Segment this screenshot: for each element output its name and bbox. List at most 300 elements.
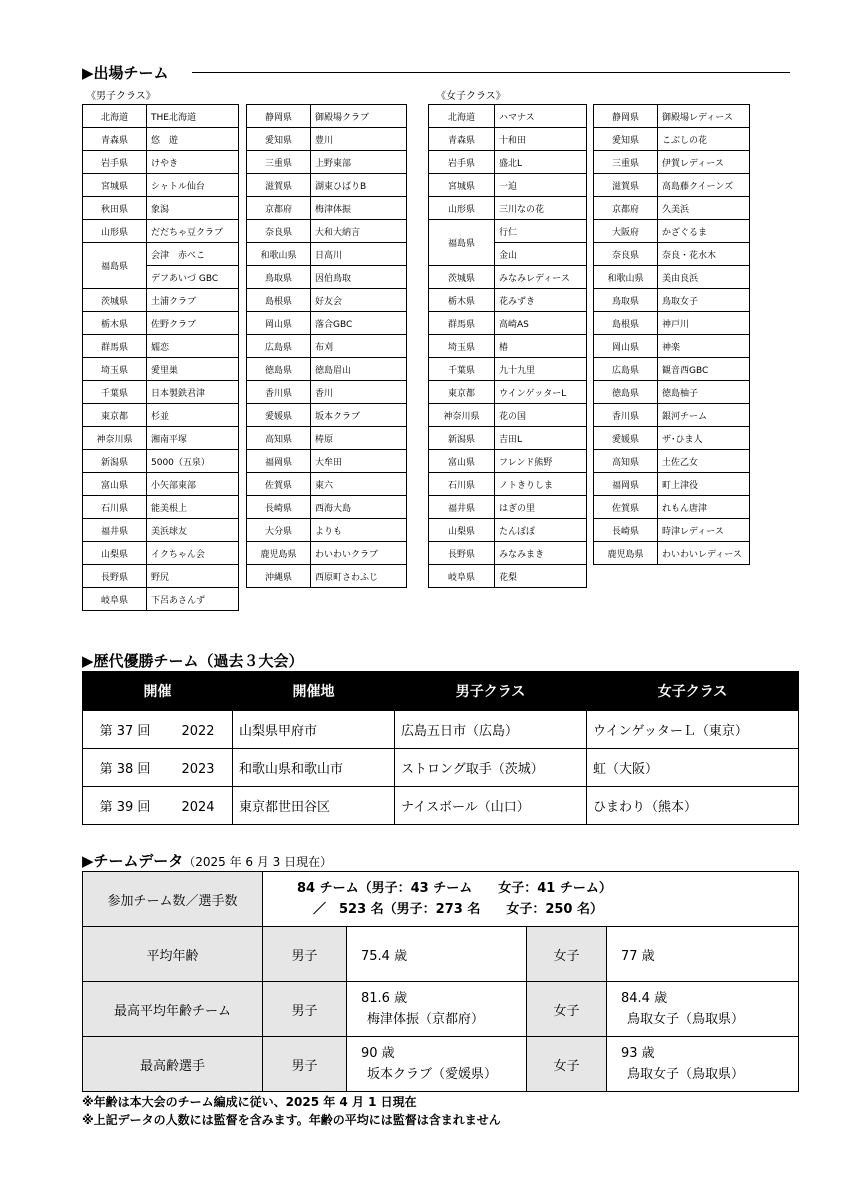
team-row — [429, 565, 587, 588]
prefecture-cell: 和歌山県 — [247, 243, 311, 266]
prefecture-cell: 香川県 — [247, 381, 311, 404]
prefecture-cell: 滋賀県 — [247, 174, 311, 197]
oldest-team-men-label: 男子 — [263, 982, 347, 1037]
prefecture-cell: 福島県 — [429, 220, 495, 266]
data-section-title — [82, 850, 332, 871]
team-name-cell: みなみレディース — [495, 266, 587, 289]
history-women-cell: ひまわり（熊本） — [587, 787, 799, 825]
team-name-cell: 椿 — [495, 335, 587, 358]
team-name-cell: こぶしの花 — [658, 128, 750, 151]
team-row — [594, 335, 750, 358]
team-row — [594, 404, 750, 427]
participants-value — [263, 872, 799, 927]
team-row — [247, 312, 407, 335]
prefecture-cell: 山形県 — [83, 220, 147, 243]
prefecture-cell: 静岡県 — [594, 105, 658, 128]
prefecture-cell: 岐阜県 — [429, 565, 495, 588]
team-row — [83, 335, 239, 358]
history-round: 第 37 回 — [99, 724, 151, 739]
team-row — [83, 197, 239, 220]
team-row — [83, 289, 239, 312]
prefecture-cell: 千葉県 — [429, 358, 495, 381]
note-manager: ※上記データの人数には監督を含みます。年齢の平均には監督は含まれません — [82, 1113, 501, 1127]
team-name-cell: みなみまき — [495, 542, 587, 565]
prefecture-cell: 香川県 — [594, 404, 658, 427]
team-row — [594, 197, 750, 220]
history-men-cell: 広島五日市（広島） — [395, 711, 587, 749]
team-name-cell: シャトル仙台 — [147, 174, 239, 197]
team-name-cell: 会津 赤べこ — [147, 243, 239, 266]
history-year: 2023 — [181, 762, 215, 777]
team-row — [594, 289, 750, 312]
prefecture-cell: 北海道 — [429, 105, 495, 128]
avg-age-women: 77 歳 — [607, 927, 799, 982]
oldest-player-label: 最高齢選手 — [83, 1037, 263, 1092]
team-row — [83, 128, 239, 151]
prefecture-cell: 埼玉県 — [429, 335, 495, 358]
team-name-cell: 5000（五泉） — [147, 450, 239, 473]
team-name-cell: 高島藤クイーンズ — [658, 174, 750, 197]
prefecture-cell: 岡山県 — [594, 335, 658, 358]
team-name-cell: 美浜球友 — [147, 519, 239, 542]
history-table — [82, 671, 799, 825]
history-row — [83, 711, 799, 749]
team-name-cell: 落合GBC — [311, 312, 407, 335]
team-row — [429, 335, 587, 358]
team-row — [83, 496, 239, 519]
prefecture-cell: 長野県 — [429, 542, 495, 565]
team-name-cell: れもん唐津 — [658, 496, 750, 519]
history-men-cell: ストロング取手（茨城） — [395, 749, 587, 787]
women-teams-table-left — [428, 104, 587, 588]
team-row — [247, 519, 407, 542]
team-name-cell: 西海大島 — [311, 496, 407, 519]
team-row — [247, 565, 407, 588]
team-name-cell: たんぽぽ — [495, 519, 587, 542]
team-name-cell: 高崎AS — [495, 312, 587, 335]
team-name-cell: はぎの里 — [495, 496, 587, 519]
prefecture-cell: 秋田県 — [83, 197, 147, 220]
team-name-cell: ウインゲッターL — [495, 381, 587, 404]
team-name-cell: 野尻 — [147, 565, 239, 588]
oldest-team-men — [347, 982, 527, 1037]
team-name-cell: 上野東部 — [311, 151, 407, 174]
prefecture-cell: 島根県 — [594, 312, 658, 335]
team-row — [429, 519, 587, 542]
prefecture-cell: 北海道 — [83, 105, 147, 128]
team-name-cell: 西原町さわふじ — [311, 565, 407, 588]
prefecture-cell: 山形県 — [429, 197, 495, 220]
prefecture-cell: 青森県 — [83, 128, 147, 151]
prefecture-cell: 鹿児島県 — [247, 542, 311, 565]
team-name-cell: 久美浜 — [658, 197, 750, 220]
prefecture-cell: 佐賀県 — [247, 473, 311, 496]
team-name-cell: 町上津役 — [658, 473, 750, 496]
history-women-cell: 虹（大阪） — [587, 749, 799, 787]
prefecture-cell: 新潟県 — [429, 427, 495, 450]
team-row — [594, 358, 750, 381]
oldest-team-men-age: 81.6 歳 — [361, 991, 408, 1006]
team-name-cell: 湖東ひばりB — [311, 174, 407, 197]
team-row — [83, 243, 239, 266]
prefecture-cell: 長崎県 — [594, 519, 658, 542]
team-name-cell: 日本製鉄君津 — [147, 381, 239, 404]
team-row — [247, 496, 407, 519]
team-row — [429, 312, 587, 335]
prefecture-cell: 群馬県 — [429, 312, 495, 335]
team-name-cell: 梼原 — [311, 427, 407, 450]
team-name-cell: イクちゃん会 — [147, 542, 239, 565]
prefecture-cell: 愛媛県 — [247, 404, 311, 427]
team-name-cell: わいわいクラブ — [311, 542, 407, 565]
team-row — [247, 289, 407, 312]
team-name-cell: 伊賀レディース — [658, 151, 750, 174]
data-title-date: （2025 年 6 月 3 日現在） — [183, 855, 333, 869]
team-name-cell: わいわいレディース — [658, 542, 750, 565]
team-row — [247, 427, 407, 450]
team-row — [429, 220, 587, 243]
history-held-cell — [83, 787, 233, 825]
team-row — [429, 381, 587, 404]
team-name-cell: 坂本クラブ — [311, 404, 407, 427]
team-name-cell: 徳島眉山 — [311, 358, 407, 381]
prefecture-cell: 新潟県 — [83, 450, 147, 473]
team-row — [429, 450, 587, 473]
history-header-women: 女子クラス — [587, 672, 799, 711]
team-row — [247, 542, 407, 565]
team-row — [594, 243, 750, 266]
team-name-cell: 湘南平塚 — [147, 427, 239, 450]
team-row — [429, 105, 587, 128]
prefecture-cell: 静岡県 — [247, 105, 311, 128]
team-row — [83, 565, 239, 588]
team-row — [594, 105, 750, 128]
prefecture-cell: 岩手県 — [429, 151, 495, 174]
team-row — [429, 197, 587, 220]
team-name-cell: 金山 — [495, 243, 587, 266]
men-teams-table-right — [246, 104, 407, 588]
prefecture-cell: 京都府 — [247, 197, 311, 220]
prefecture-cell: 神奈川県 — [83, 427, 147, 450]
team-row — [594, 174, 750, 197]
prefecture-cell: 東京都 — [83, 404, 147, 427]
team-name-cell: 象潟 — [147, 197, 239, 220]
team-name-cell: 奈良・花水木 — [658, 243, 750, 266]
participants-players: ／ 523 名（男子：273 名 女子：250 名） — [313, 902, 603, 917]
team-row — [594, 496, 750, 519]
team-row — [247, 220, 407, 243]
oldest-team-men-name: 梅津体振（京都府） — [367, 1012, 485, 1027]
avg-age-label: 平均年齢 — [83, 927, 263, 982]
team-row — [83, 381, 239, 404]
teams-section-title: ▶出場チーム — [82, 64, 169, 82]
team-row — [247, 197, 407, 220]
oldest-team-women-age: 84.4 歳 — [621, 991, 668, 1006]
prefecture-cell: 鳥取県 — [247, 266, 311, 289]
team-row — [594, 312, 750, 335]
prefecture-cell: 高知県 — [594, 450, 658, 473]
oldest-player-men — [347, 1037, 527, 1092]
prefecture-cell: 福岡県 — [594, 473, 658, 496]
prefecture-cell: 愛媛県 — [594, 427, 658, 450]
history-year: 2024 — [181, 800, 215, 815]
prefecture-cell: 栃木県 — [429, 289, 495, 312]
prefecture-cell: 富山県 — [429, 450, 495, 473]
prefecture-cell: 神奈川県 — [429, 404, 495, 427]
team-name-cell: 悠 遊 — [147, 128, 239, 151]
women-teams-table-right — [593, 104, 750, 565]
prefecture-cell: 長野県 — [83, 565, 147, 588]
oldest-team-women-label: 女子 — [527, 982, 607, 1037]
prefecture-cell: 広島県 — [247, 335, 311, 358]
team-row — [429, 289, 587, 312]
team-row — [83, 105, 239, 128]
team-row — [594, 381, 750, 404]
team-row — [594, 266, 750, 289]
team-row — [247, 450, 407, 473]
team-row — [83, 450, 239, 473]
team-row — [594, 427, 750, 450]
team-row — [594, 151, 750, 174]
team-name-cell: けやき — [147, 151, 239, 174]
prefecture-cell: 福島県 — [83, 243, 147, 289]
team-row — [83, 151, 239, 174]
team-name-cell: 御殿場クラブ — [311, 105, 407, 128]
history-round: 第 39 回 — [99, 800, 151, 815]
prefecture-cell: 東京都 — [429, 381, 495, 404]
team-name-cell: 小矢部東部 — [147, 473, 239, 496]
team-name-cell: だだちゃ豆クラブ — [147, 220, 239, 243]
prefecture-cell: 奈良県 — [594, 243, 658, 266]
team-row — [429, 404, 587, 427]
data-title-text: ▶チームデータ — [82, 852, 184, 870]
oldest-team-label: 最高平均年齢チーム — [83, 982, 263, 1037]
team-name-cell: 御殿場レディース — [658, 105, 750, 128]
team-row — [429, 174, 587, 197]
team-row — [247, 243, 407, 266]
team-name-cell: デフあいづ GBC — [147, 266, 239, 289]
history-round: 第 38 回 — [99, 762, 151, 777]
team-name-cell: 能美根上 — [147, 496, 239, 519]
team-data-table — [82, 871, 799, 1092]
team-row — [429, 266, 587, 289]
team-row — [247, 335, 407, 358]
team-name-cell: 因伯鳥取 — [311, 266, 407, 289]
oldest-player-women-age: 93 歳 — [621, 1046, 655, 1061]
team-name-cell: 佐野クラブ — [147, 312, 239, 335]
team-name-cell: 吉田L — [495, 427, 587, 450]
team-row — [83, 358, 239, 381]
team-name-cell: 大和大納言 — [311, 220, 407, 243]
prefecture-cell: 大分県 — [247, 519, 311, 542]
team-name-cell: 下呂あさんず — [147, 588, 239, 611]
men-teams-table-left — [82, 104, 239, 611]
prefecture-cell: 宮城県 — [429, 174, 495, 197]
team-name-cell: ハマナス — [495, 105, 587, 128]
prefecture-cell: 徳島県 — [594, 381, 658, 404]
team-name-cell: 神戸川 — [658, 312, 750, 335]
prefecture-cell: 石川県 — [83, 496, 147, 519]
history-header-venue: 開催地 — [233, 672, 395, 711]
team-row — [83, 473, 239, 496]
prefecture-cell: 三重県 — [247, 151, 311, 174]
team-row — [247, 473, 407, 496]
team-row — [83, 312, 239, 335]
womens-class-label: 《女子クラス》 — [436, 91, 506, 102]
team-name-cell: 三川なの花 — [495, 197, 587, 220]
prefecture-cell: 長崎県 — [247, 496, 311, 519]
oldest-player-women — [607, 1037, 799, 1092]
prefecture-cell: 埼玉県 — [83, 358, 147, 381]
prefecture-cell: 三重県 — [594, 151, 658, 174]
team-name-cell: 豊川 — [311, 128, 407, 151]
team-name-cell: 愛里巣 — [147, 358, 239, 381]
prefecture-cell: 群馬県 — [83, 335, 147, 358]
history-held-cell — [83, 711, 233, 749]
prefecture-cell: 宮城県 — [83, 174, 147, 197]
team-name-cell: かざぐるま — [658, 220, 750, 243]
team-row — [83, 220, 239, 243]
team-row — [429, 542, 587, 565]
prefecture-cell: 福井県 — [83, 519, 147, 542]
team-row — [247, 151, 407, 174]
prefecture-cell: 鳥取県 — [594, 289, 658, 312]
prefecture-cell: 茨城県 — [429, 266, 495, 289]
team-name-cell: よりも — [311, 519, 407, 542]
team-name-cell: 十和田 — [495, 128, 587, 151]
team-row — [594, 220, 750, 243]
team-row — [83, 174, 239, 197]
team-name-cell: 盛北L — [495, 151, 587, 174]
team-row — [594, 542, 750, 565]
prefecture-cell: 愛知県 — [247, 128, 311, 151]
team-name-cell: 梅津体振 — [311, 197, 407, 220]
team-row — [429, 128, 587, 151]
prefecture-cell: 愛知県 — [594, 128, 658, 151]
team-name-cell: 徳島柚子 — [658, 381, 750, 404]
team-row — [83, 427, 239, 450]
team-row — [429, 473, 587, 496]
team-name-cell: 銀河チーム — [658, 404, 750, 427]
team-name-cell: 行仁 — [495, 220, 587, 243]
team-name-cell: 九十九里 — [495, 358, 587, 381]
prefecture-cell: 石川県 — [429, 473, 495, 496]
oldest-player-women-label: 女子 — [527, 1037, 607, 1092]
prefecture-cell: 福井県 — [429, 496, 495, 519]
prefecture-cell: 佐賀県 — [594, 496, 658, 519]
prefecture-cell: 大阪府 — [594, 220, 658, 243]
team-name-cell: ノトきりしま — [495, 473, 587, 496]
prefecture-cell: 山梨県 — [83, 542, 147, 565]
history-year: 2022 — [181, 724, 215, 739]
team-name-cell: フレンド熊野 — [495, 450, 587, 473]
team-row — [247, 105, 407, 128]
history-row — [83, 787, 799, 825]
team-row — [247, 174, 407, 197]
team-name-cell: 花梨 — [495, 565, 587, 588]
prefecture-cell: 鹿児島県 — [594, 542, 658, 565]
team-row — [247, 381, 407, 404]
oldest-player-men-age: 90 歳 — [361, 1046, 395, 1061]
history-row — [83, 749, 799, 787]
team-name-cell: 日高川 — [311, 243, 407, 266]
team-name-cell: 観音西GBC — [658, 358, 750, 381]
team-name-cell: 時津レディース — [658, 519, 750, 542]
team-name-cell: 好友会 — [311, 289, 407, 312]
team-row — [429, 427, 587, 450]
prefecture-cell: 岐阜県 — [83, 588, 147, 611]
team-row — [83, 404, 239, 427]
team-name-cell: THE北海道 — [147, 105, 239, 128]
history-section-title: ▶歴代優勝チーム（過去３大会） — [82, 652, 304, 670]
oldest-player-men-team: 坂本クラブ（愛媛県） — [367, 1067, 498, 1082]
prefecture-cell: 富山県 — [83, 473, 147, 496]
team-row — [247, 404, 407, 427]
title-rule — [192, 72, 790, 73]
prefecture-cell: 島根県 — [247, 289, 311, 312]
mens-class-label: 《男子クラス》 — [86, 91, 156, 102]
prefecture-cell: 茨城県 — [83, 289, 147, 312]
team-row — [594, 473, 750, 496]
prefecture-cell: 奈良県 — [247, 220, 311, 243]
team-name-cell: 香川 — [311, 381, 407, 404]
team-row — [429, 151, 587, 174]
team-row — [247, 128, 407, 151]
team-row — [429, 496, 587, 519]
history-venue-cell: 和歌山県和歌山市 — [233, 749, 395, 787]
history-header-held: 開催 — [83, 672, 233, 711]
prefecture-cell: 京都府 — [594, 197, 658, 220]
team-row — [247, 266, 407, 289]
team-name-cell: 鳥取女子 — [658, 289, 750, 312]
team-row — [429, 358, 587, 381]
prefecture-cell: 福岡県 — [247, 450, 311, 473]
team-row — [594, 128, 750, 151]
prefecture-cell: 青森県 — [429, 128, 495, 151]
prefecture-cell: 広島県 — [594, 358, 658, 381]
prefecture-cell: 滋賀県 — [594, 174, 658, 197]
note-age-basis: ※年齢は本大会のチーム編成に従い、2025 年 4 月 1 日現在 — [82, 1095, 417, 1109]
team-name-cell: 一迫 — [495, 174, 587, 197]
team-name-cell: ザ･ひま人 — [658, 427, 750, 450]
oldest-player-women-team: 鳥取女子（鳥取県） — [627, 1067, 745, 1082]
team-name-cell: 神楽 — [658, 335, 750, 358]
prefecture-cell: 高知県 — [247, 427, 311, 450]
team-name-cell: 杉並 — [147, 404, 239, 427]
avg-age-men: 75.4 歳 — [347, 927, 527, 982]
team-name-cell: 花の国 — [495, 404, 587, 427]
history-held-cell — [83, 749, 233, 787]
team-name-cell: 土浦クラブ — [147, 289, 239, 312]
team-name-cell: 大牟田 — [311, 450, 407, 473]
participants-teams: 84 チーム（男子：43 チーム 女子：41 チーム） — [297, 881, 612, 896]
team-name-cell: 花みずき — [495, 289, 587, 312]
team-row — [247, 358, 407, 381]
prefecture-cell: 栃木県 — [83, 312, 147, 335]
team-row — [83, 519, 239, 542]
prefecture-cell: 千葉県 — [83, 381, 147, 404]
prefecture-cell: 岡山県 — [247, 312, 311, 335]
team-name-cell: 土佐乙女 — [658, 450, 750, 473]
team-name-cell: 布刈 — [311, 335, 407, 358]
team-row — [594, 519, 750, 542]
prefecture-cell: 岩手県 — [83, 151, 147, 174]
history-venue-cell: 山梨県甲府市 — [233, 711, 395, 749]
history-venue-cell: 東京都世田谷区 — [233, 787, 395, 825]
history-women-cell: ウインゲッターＬ（東京） — [587, 711, 799, 749]
team-name-cell: 東六 — [311, 473, 407, 496]
avg-age-men-label: 男子 — [263, 927, 347, 982]
